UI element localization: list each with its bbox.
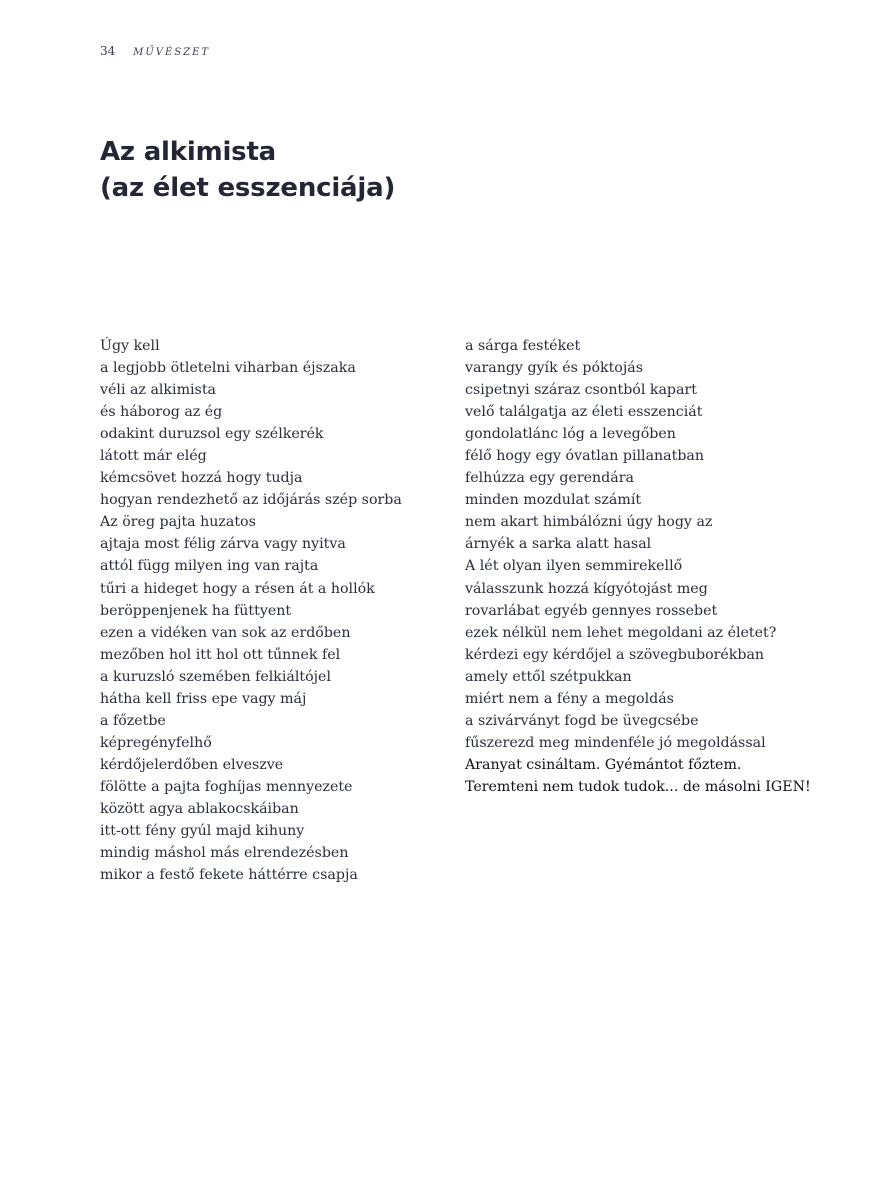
poem-line: hogyan rendezhető az időjárás szép sorba (100, 492, 402, 509)
running-header (100, 44, 210, 58)
poem-line: képregényfelhő (100, 734, 212, 751)
poem-line: mezőben hol itt hol ott tűnnek fel (100, 646, 341, 663)
poem-line: ezek nélkül nem lehet megoldani az életet? (465, 624, 777, 641)
poem-line: attól függ milyen ing van rajta (100, 558, 319, 575)
poem-column-right (465, 335, 865, 798)
poem-line: a kuruzsló szemében felkiáltójel (100, 668, 331, 685)
poem-line: a főzetbe (100, 712, 166, 729)
poem-line: látott már elég (100, 448, 207, 465)
poem-line: miért nem a fény a megoldás (465, 690, 674, 707)
poem-title (100, 134, 395, 206)
poem-line: minden mozdulat számít (465, 492, 642, 509)
poem-line: Teremteni nem tudok tudok... de másolni IGEN! (465, 778, 811, 795)
page-number: 34 (100, 44, 116, 58)
poem-line: félő hogy egy óvatlan pillanatban (465, 448, 705, 465)
poem-line: kérdőjelerdőben elveszve (100, 756, 284, 773)
poem-line: a legjobb ötletelni viharban éjszaka (100, 360, 356, 377)
poem-line: beröppenjenek ha füttyent (100, 602, 292, 619)
poem-line: tűri a hideget hogy a résen át a hollók (100, 580, 375, 597)
poem-line: csipetnyi száraz csontból kapart (465, 382, 697, 399)
poem-line: velő találgatja az életi esszenciát (465, 404, 703, 421)
poem-line: hátha kell friss epe vagy máj (100, 690, 307, 707)
poem-line: Aranyat csináltam. Gyémántot főztem. (465, 756, 742, 773)
poem-line: mindig máshol más elrendezésben (100, 845, 349, 862)
poem-line: odakint duruzsol egy szélkerék (100, 426, 324, 443)
poem-line: kérdezi egy kérdőjel a szövegbuborékban (465, 646, 765, 663)
poem-line: ajtaja most félig zárva vagy nyitva (100, 536, 346, 553)
poem-title-line-1: Az alkimista (100, 137, 277, 167)
poem-line: fűszerezd meg mindenféle jó megoldással (465, 734, 766, 751)
poem-line: és háborog az ég (100, 404, 223, 421)
poem-line: véli az alkimista (100, 382, 217, 399)
poem-line: gondolatlánc lóg a levegőben (465, 426, 676, 443)
poem-line: válasszunk hozzá kígyótojást meg (465, 580, 708, 597)
poem-line: nem akart himbálózni úgy hogy az (465, 514, 713, 531)
poem-line: fölötte a pajta foghíjas mennyezete (100, 778, 353, 795)
poem-line: a szivárványt fogd be üvegcsébe (465, 712, 699, 729)
section-name: MŰVÉSZET (133, 47, 211, 58)
poem-title-line-2: (az élet esszenciája) (100, 173, 396, 203)
poem-line: itt-ott fény gyúl majd kihuny (100, 823, 305, 840)
poem-line: között agya ablakocskáiban (100, 800, 299, 817)
poem-line: A lét olyan ilyen semmirekellő (465, 558, 683, 575)
poem-line: Úgy kell (100, 338, 160, 354)
poem-line: felhúzza egy gerendára (465, 470, 634, 487)
poem-line: ezen a vidéken van sok az erdőben (100, 624, 351, 641)
poem-line: varangy gyík és póktojás (465, 360, 643, 377)
poem-line: a sárga festéket (465, 338, 581, 354)
poem-column-left (100, 335, 450, 886)
poem-line: árnyék a sarka alatt hasal (465, 536, 652, 553)
poem-line: Az öreg pajta huzatos (100, 514, 256, 531)
poem-line: amely ettől szétpukkan (465, 668, 632, 685)
poem-line: mikor a festő fekete háttérre csapja (100, 867, 358, 884)
poem-line: kémcsövet hozzá hogy tudja (100, 470, 303, 487)
poem-line: rovarlábat egyéb gennyes rossebet (465, 602, 718, 619)
